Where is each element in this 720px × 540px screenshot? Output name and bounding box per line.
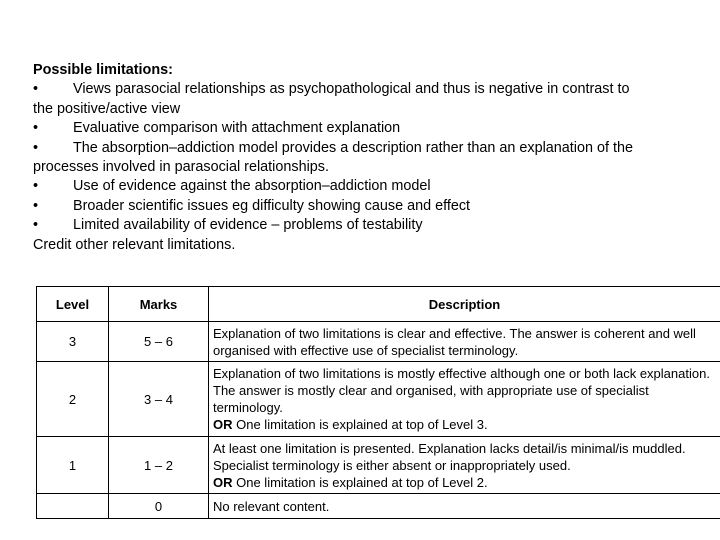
description-cell	[209, 494, 720, 519]
level-cell: 1	[37, 437, 109, 494]
bullet-marker: •	[33, 120, 39, 137]
or-label: OR	[213, 474, 233, 490]
mark-scheme-table	[36, 286, 720, 519]
table-row	[37, 437, 720, 494]
bullet-item	[33, 177, 708, 196]
description-text: No relevant content.	[213, 498, 330, 514]
section-heading: Possible limitations:	[33, 62, 173, 78]
marks-cell: 3 – 4	[109, 362, 209, 437]
description-cell	[209, 322, 720, 362]
header-marks: Marks	[109, 287, 209, 322]
bullet-text: Views parasocial relationships as psychopathological and thus is negative in contrast to	[73, 81, 630, 98]
bullet-text: Use of evidence against the absorption–addiction model	[73, 178, 431, 195]
level-cell: 3	[37, 322, 109, 362]
limitations-text	[33, 61, 708, 255]
bullet-item	[33, 197, 708, 216]
bullet-marker: •	[33, 217, 39, 234]
description-text: Explanation of two limitations is mostly effective although one or both lack explanation. The answer is mostly clear and organised, with appropriate use of specialist terminology.	[213, 366, 710, 415]
bullet-marker: •	[33, 81, 39, 98]
bullet-continuation: processes involved in parasocial relationships.	[33, 159, 329, 176]
bullet-continuation: the positive/active view	[33, 100, 181, 117]
level-cell	[37, 494, 109, 519]
bullet-text: Evaluative comparison with attachment explanation	[73, 120, 401, 137]
header-description: Description	[209, 287, 720, 322]
table-row	[37, 322, 720, 362]
bullet-text: Broader scientific issues eg difficulty showing cause and effect	[73, 197, 471, 214]
or-text: One limitation is explained at top of Level 3.	[236, 417, 488, 432]
table-row	[37, 494, 720, 519]
marks-cell: 5 – 6	[109, 322, 209, 362]
marks-cell: 1 – 2	[109, 437, 209, 494]
bullet-marker: •	[33, 197, 39, 214]
or-label: OR	[213, 417, 233, 432]
table-row	[37, 362, 720, 437]
bullet-text: The absorption–addiction model provides a description rather than an explanation of the	[73, 139, 633, 156]
header-level: Level	[37, 287, 109, 322]
bullet-item	[33, 216, 708, 235]
bullet-marker: •	[33, 178, 39, 195]
bullet-text: Limited availability of evidence – problems of testability	[73, 217, 423, 234]
or-text: One limitation is explained at top of Level 2.	[236, 474, 488, 490]
description-cell	[209, 437, 720, 494]
closing-note: Credit other relevant limitations.	[33, 236, 236, 253]
marks-cell: 0	[109, 494, 209, 519]
bullet-item	[33, 80, 708, 99]
bullet-item	[33, 139, 708, 158]
description-cell	[209, 362, 720, 437]
level-cell: 2	[37, 362, 109, 437]
bullet-item	[33, 119, 708, 138]
description-text: Explanation of two limitations is clear and effective. The answer is coherent and well organised with effective use of specialist terminology.	[213, 325, 696, 358]
description-text: At least one limitation is presented. Explanation lacks detail/is minimal/is muddled. Specialist terminology is either absent or inappropriately used.	[213, 440, 686, 473]
table-header-row	[37, 287, 720, 322]
bullet-marker: •	[33, 139, 39, 156]
